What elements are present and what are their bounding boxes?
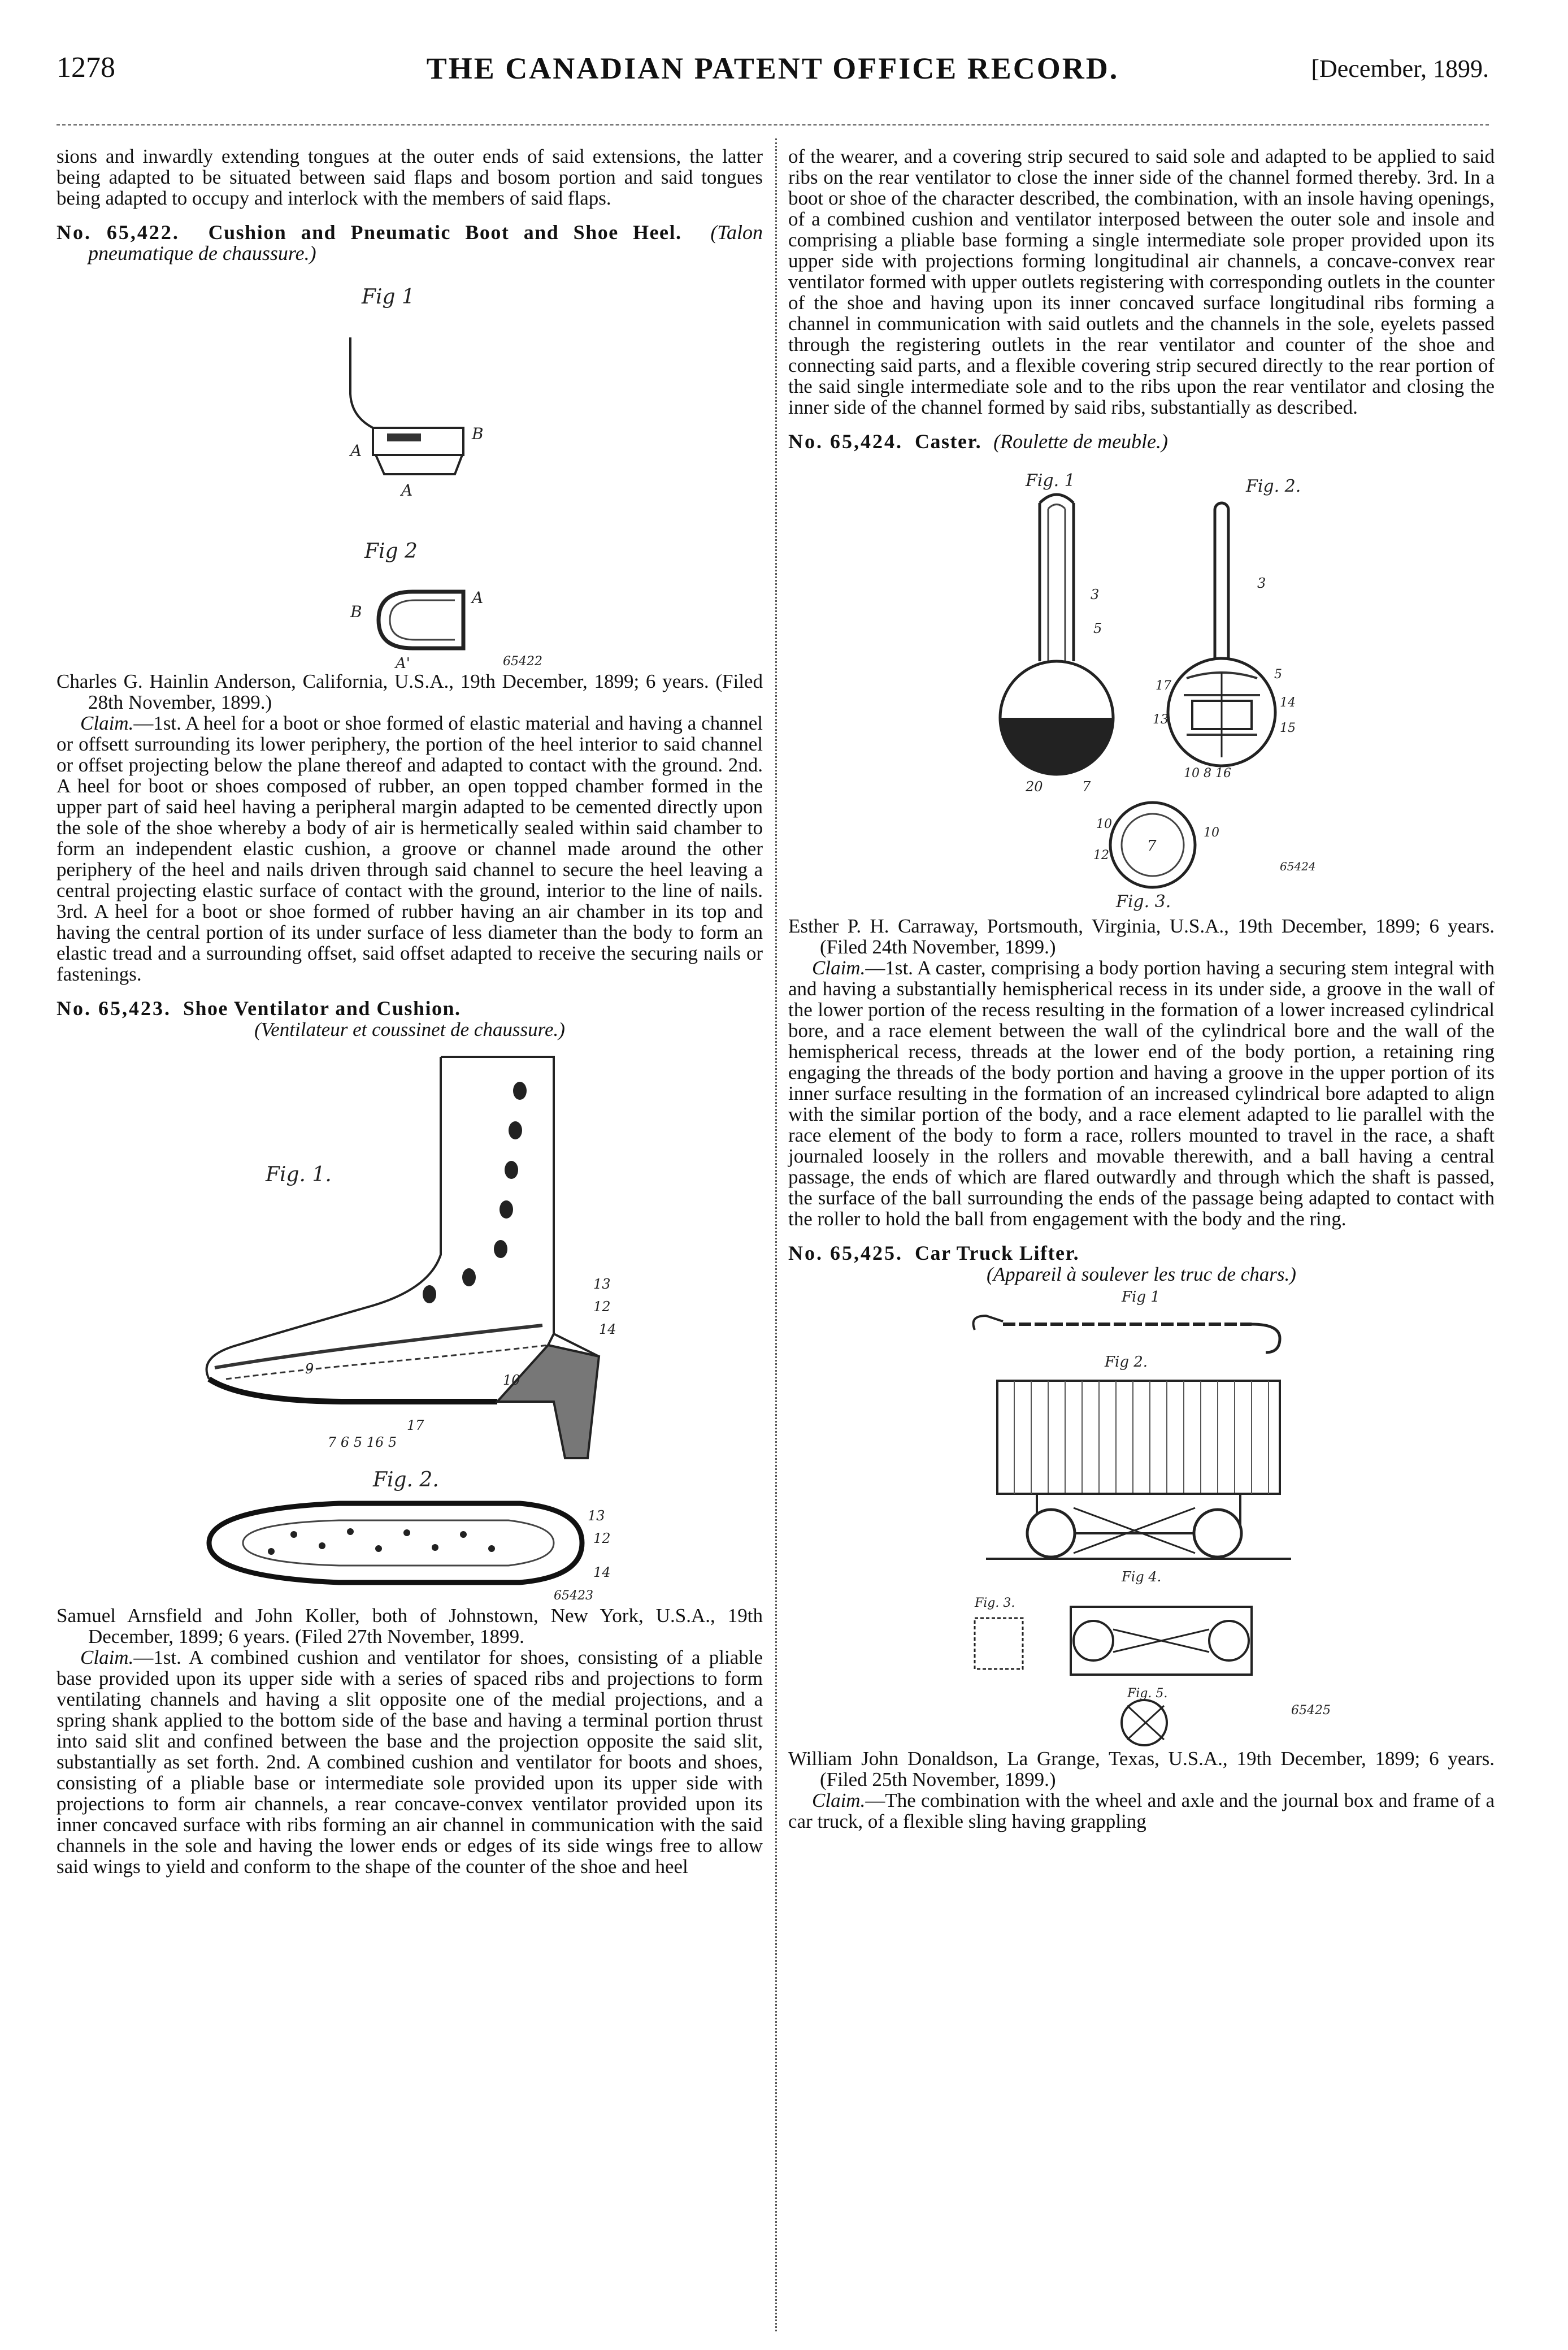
- svg-text:7: 7: [1147, 838, 1157, 855]
- fig2-label: Fig. 2.: [373, 1468, 439, 1491]
- page-number: 1278: [57, 51, 115, 84]
- svg-text:A': A': [396, 655, 410, 671]
- fig3-label: Fig. 3.: [975, 1596, 1015, 1610]
- svg-text:14: 14: [599, 1321, 616, 1337]
- svg-text:A: A: [350, 441, 362, 460]
- claim-text: —1st. A combined cushion and ventilator for shoes, consisting of a pliable base provided upon its upper side with a series of spaced ribs and projections to form ventilating channels and having a slit opposite one of the medial projections, and a spring shank applied to the bottom side of the base and having a terminal portion thrust into said slit and confined between the base and the projection opposite the said slit, substantially as set forth. 2nd. A combined cushion and ventilator for boots and shoes, consisting of a pliable base or intermediate sole provided upon its upper side with projections to form air channels, a rear concave-convex ventilator provided upon its inner concaved surface with ribs forming an air channel in communication with the said channels in the sole and having the lower ends or edges of its side wings free to allow said wings to yield and conform to the shape of the counter of the shoe and heel: [57, 1646, 763, 1878]
- svg-text:7: 7: [1082, 779, 1091, 795]
- header-rule: [57, 124, 1489, 125]
- svg-text:17: 17: [1156, 679, 1171, 693]
- french-title: (Roulette de meuble.): [993, 430, 1169, 453]
- svg-text:12: 12: [1093, 848, 1109, 862]
- svg-text:B: B: [472, 424, 484, 443]
- fig1-label: Fig 1: [362, 285, 415, 309]
- patent-65425-inventor: William John Donaldson, La Grange, Texas, U.S.A., 19th December, 1899; 6 years. (Filed 25th November, 1899.): [788, 1748, 1495, 1790]
- page-header: [57, 51, 1489, 96]
- fig-number: 65423: [554, 1589, 593, 1603]
- issue-date: [December, 1899.: [1311, 55, 1489, 83]
- patent-title: Shoe Ventilator and Cushion.: [183, 997, 461, 1020]
- patent-65425-heading: [788, 1243, 1495, 1264]
- patent-title: Caster.: [915, 430, 982, 453]
- svg-text:17: 17: [407, 1417, 424, 1433]
- svg-text:10 8 16: 10 8 16: [1184, 766, 1231, 781]
- column-divider: [775, 138, 777, 2331]
- fig-number: 65424: [1280, 860, 1316, 873]
- journal-title: THE CANADIAN PATENT OFFICE RECORD.: [426, 51, 1119, 85]
- left-column: [57, 146, 763, 1877]
- claim-label: Claim.: [80, 1646, 134, 1668]
- shoe-ventilator-drawing: [57, 1040, 763, 1605]
- fig2-label: Fig. 2.: [1246, 476, 1301, 496]
- patent-title: Cushion and Pneumatic Boot and Shoe Heel.: [208, 221, 682, 244]
- fig1-label: Fig 1: [1122, 1289, 1160, 1306]
- patent-65423-claim-continued: of the wearer, and a covering strip secured to said sole and adapted to be applied to said ribs on the rear ventilator to close the inner side of the channel formed thereby. 3rd. In a boot or shoe of the character described, the combination, with an insole having openings, of a combined cushion and ventilator interposed between the outer sole and insole and comprising a pliable base forming a single intermediate sole proper provided upon its upper side with projections forming longitudinal air channels, a concave-convex rear ventilator formed with upper outlets registering with corresponding outlets in the counter of the shoe and having upon its inner concaved surface longitudinal ribs forming a channel in communication with said outlets and the channels in the sole, eyelets passed through the registering outlets in the rear ventilator and counter of the shoe and connecting said parts, and a flexible covering strip secured directly to the rear portion of the said single intermediate sole and to the ribs upon the rear ventilator and closing the inner side of the channel formed by said ribs, substantially as described.: [788, 145, 1495, 418]
- fig-number: 65422: [503, 654, 542, 669]
- svg-text:A: A: [472, 588, 484, 607]
- french-title: (Talon pneumatique de chaussure.): [88, 221, 763, 265]
- patent-number: No. 65,423.: [57, 997, 171, 1020]
- svg-text:7 6 5 16 5: 7 6 5 16 5: [328, 1434, 397, 1450]
- patent-title: Car Truck Lifter.: [915, 1242, 1080, 1264]
- fig1-label: Fig. 1: [1026, 471, 1075, 491]
- claim-text: —The combination with the wheel and axle and the journal box and frame of a car truck, of a flexible sling having grappling: [788, 1789, 1495, 1832]
- svg-text:13: 13: [593, 1276, 611, 1292]
- right-column: [788, 146, 1495, 1832]
- svg-text:A: A: [401, 481, 413, 500]
- patent-65424-inventor: Esther P. H. Carraway, Portsmouth, Virginia, U.S.A., 19th December, 1899; 6 years. (Filed 24th November, 1899.): [788, 915, 1495, 958]
- heel-drawing: [57, 264, 763, 671]
- svg-text:20: 20: [1026, 779, 1043, 795]
- svg-text:3: 3: [1257, 575, 1266, 591]
- patent-65425-french-title: (Appareil à soulever les truc de chars.): [987, 1263, 1296, 1285]
- svg-text:12: 12: [593, 1299, 611, 1315]
- fig1-label: Fig. 1.: [266, 1163, 332, 1186]
- svg-text:5: 5: [1093, 621, 1102, 636]
- patent-number: No. 65,424.: [788, 430, 903, 453]
- fig2-label: Fig 2.: [1105, 1354, 1148, 1371]
- patent-65423-french-title: (Ventilateur et coussinet de chaussure.): [254, 1018, 565, 1040]
- svg-text:5: 5: [1274, 667, 1282, 682]
- svg-text:10: 10: [503, 1372, 520, 1388]
- claim-label: Claim.: [80, 712, 134, 734]
- car-truck-lifter-drawing: [788, 1285, 1495, 1748]
- continued-claim-text: sions and inwardly extending tongues at the outer ends of said extensions, the latter being adapted to be situated between said flaps and bosom portion and said tongues being adapted to occupy and interlock with the members of said flaps.: [57, 145, 763, 209]
- patent-65422-heading: [57, 222, 763, 264]
- claim-label: Claim.: [812, 1789, 866, 1811]
- patent-65424-claim: [788, 957, 1495, 1229]
- svg-text:12: 12: [593, 1530, 611, 1546]
- caster-drawing: [788, 452, 1495, 916]
- fig-number: 65425: [1291, 1703, 1331, 1718]
- patent-65423-inventor: Samuel Arnsfield and John Koller, both of Johnstown, New York, U.S.A., 19th December, 1899; 6 years. (Filed 27th November, 1899.: [57, 1605, 763, 1647]
- svg-text:13: 13: [588, 1508, 605, 1524]
- fig5-label: Fig. 5.: [1127, 1686, 1168, 1701]
- svg-text:B: B: [350, 602, 362, 621]
- claim-text: —1st. A caster, comprising a body portion having a securing stem integral with and having a substantially hemispherical recess in its under side, a groove in the wall of the lower portion of the recess resulting in the formation of a lower increased cylindrical bore, and a race element between the wall of the cylindrical bore and the wall of the hemispherical recess, threads at the lower end of the body portion, a retaining ring engaging the threads of the body portion and having a groove in the upper portion of its inner surface resulting in the formation of an increased cylindrical bore adapted to align with the similar portion of the body, and a race element adapted to lie parallel with the race element of the body to form a race, rollers mounted to travel in the race, a shaft journaled loosely in the rollers and movable therewith, and a ball having a central passage, the ends of which are flared outwardly and through which the shaft is passed, the surface of the ball surrounding the ends of the passage being adapted to contact with the roller to hold the ball from engagement with the body and the ring.: [788, 957, 1495, 1230]
- svg-text:10: 10: [1204, 826, 1219, 840]
- svg-text:13: 13: [1153, 713, 1169, 727]
- patent-65424-heading: [788, 431, 1495, 452]
- patent-number: No. 65,425.: [788, 1242, 903, 1264]
- patent-number: No. 65,422.: [57, 221, 180, 244]
- patent-65425-claim: [788, 1790, 1495, 1832]
- patent-65423-claim: [57, 1647, 763, 1877]
- claim-label: Claim.: [812, 957, 866, 979]
- patent-65422-claim: [57, 713, 763, 985]
- svg-text:15: 15: [1280, 721, 1296, 735]
- svg-text:14: 14: [1280, 696, 1296, 710]
- patent-65422-inventor: Charles G. Hainlin Anderson, California, U.S.A., 19th December, 1899; 6 years. (Filed 28th November, 1899.): [57, 670, 763, 713]
- patent-65423-heading: [57, 998, 763, 1019]
- fig3-label: Fig. 3.: [1116, 892, 1171, 912]
- fig2-label: Fig 2: [364, 540, 418, 563]
- svg-text:3: 3: [1091, 587, 1100, 602]
- svg-text:10: 10: [1096, 817, 1112, 831]
- fig4-label: Fig 4.: [1122, 1569, 1162, 1585]
- svg-text:14: 14: [593, 1564, 611, 1580]
- claim-text: —1st. A heel for a boot or shoe formed of elastic material and having a channel or offsett surrounding its lower periphery, the portion of the heel interior to said channel or offset projecting below the plane thereof and adapted to contact with the ground. 2nd. A heel for boot or shoes composed of rubber, an open topped chamber formed in the upper part of said heel having a peripheral margin adapted to be cemented directly upon the sole of the shoe whereby a body of air is hermetically sealed within said chamber to form an independent elastic cushion, a groove or channel made around the other periphery of the heel and nails driven through said channel to secure the heel leaving a central projecting elastic surface of contact with the ground, interior to the line of nails. 3rd. A heel for a boot or shoe formed of rubber having an air chamber in its top and having the central portion of its under surface of less diameter than the body to form an elastic tread and a surrounding offset, said offset adapted to receive the securing nails or fastenings.: [57, 712, 763, 985]
- svg-text:9: 9: [305, 1361, 314, 1377]
